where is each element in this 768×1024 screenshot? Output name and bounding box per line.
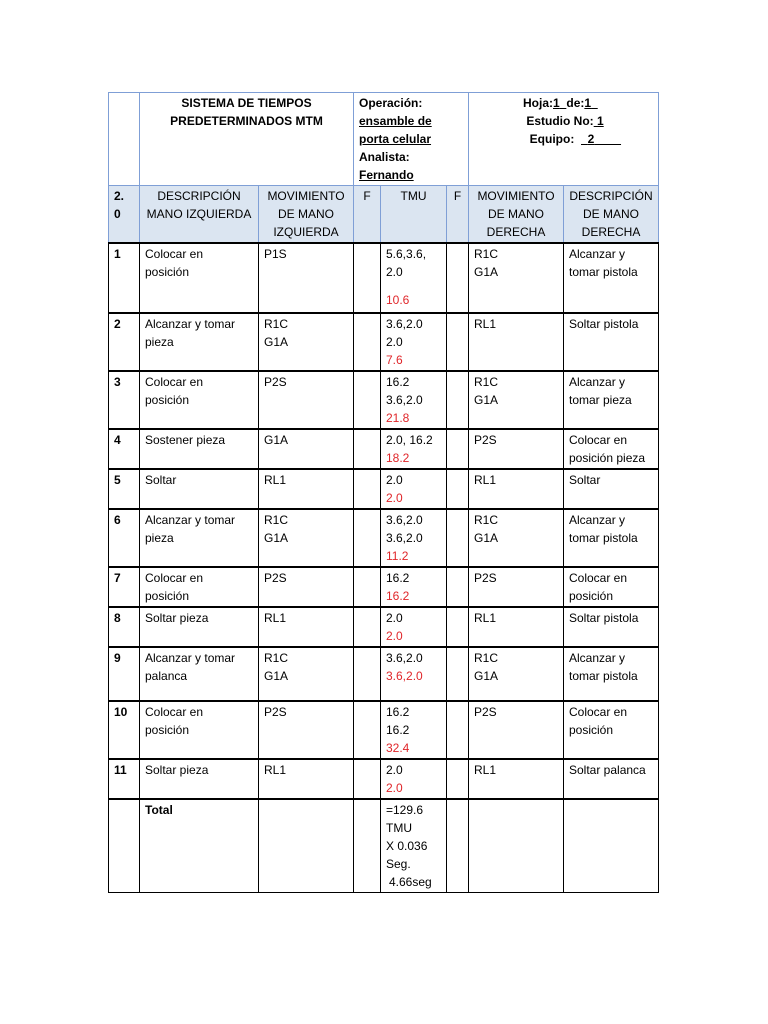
- tmu-subtotal: 16.2: [386, 589, 410, 603]
- tmu-values-line: 2.0: [386, 763, 403, 777]
- tmu-values: [381, 567, 447, 607]
- left-hand-movement-line: RL1: [264, 763, 287, 777]
- right-hand-movement-line: RL1: [474, 611, 497, 625]
- tmu-values: [381, 647, 447, 701]
- table-row: [109, 469, 659, 509]
- row-number: 8: [109, 607, 140, 647]
- left-hand-description-line: posición: [145, 265, 190, 279]
- right-hand-movement-line: RL1: [474, 473, 497, 487]
- right-hand-description-line: posición: [569, 723, 614, 737]
- row-number: 1: [109, 243, 140, 313]
- tmu-values-line: 5.6,3.6,: [386, 247, 427, 261]
- left-hand-description: [140, 567, 259, 607]
- title-line-2: PREDETERMINADOS MTM: [170, 114, 323, 128]
- tmu-values-line: 2.0: [386, 265, 403, 279]
- frequency-right: [447, 429, 469, 469]
- right-hand-movement-line: P2S: [474, 433, 497, 447]
- left-hand-movement: [259, 701, 354, 759]
- tmu-values: [381, 701, 447, 759]
- right-hand-description-line: Colocar en: [569, 433, 628, 447]
- col-header-left-movement: MOVIMIENTO DE MANO IZQUIERDA: [259, 186, 354, 244]
- study-number: Estudio No: 1: [526, 114, 604, 128]
- left-hand-movement: [259, 429, 354, 469]
- left-hand-movement-line: P1S: [264, 247, 287, 261]
- left-hand-description-line: Colocar en: [145, 247, 204, 261]
- frequency-right: [447, 509, 469, 567]
- tmu-subtotal: 32.4: [386, 741, 410, 755]
- row-number: 11: [109, 759, 140, 799]
- left-hand-description: [140, 429, 259, 469]
- equipment-number: Equipo: 2: [529, 132, 595, 146]
- left-hand-movement-line: G1A: [264, 433, 289, 447]
- right-hand-movement-line: R1C: [474, 651, 499, 665]
- table-row: [109, 607, 659, 647]
- row-number: 7: [109, 567, 140, 607]
- left-hand-movement: [259, 759, 354, 799]
- tmu-subtotal: 7.6: [386, 353, 403, 367]
- frequency-left: [354, 701, 381, 759]
- right-hand-movement-line: G1A: [474, 393, 499, 407]
- right-hand-movement: [469, 701, 564, 759]
- right-hand-movement-line: R1C: [474, 513, 499, 527]
- col-header-frequency-right: F: [447, 186, 469, 244]
- tmu-values: [381, 607, 447, 647]
- left-hand-description-line: palanca: [145, 669, 188, 683]
- total-label: Total: [140, 799, 259, 893]
- left-hand-description-line: Soltar pieza: [145, 611, 209, 625]
- left-hand-description-line: Colocar en: [145, 375, 204, 389]
- left-hand-movement-line: R1C: [264, 513, 289, 527]
- tmu-subtotal: 11.2: [386, 549, 409, 563]
- right-hand-movement: [469, 243, 564, 313]
- left-hand-description: [140, 759, 259, 799]
- tmu-values-line: 16.2: [386, 705, 410, 719]
- right-hand-movement: [469, 371, 564, 429]
- row-number: 3: [109, 371, 140, 429]
- tmu-subtotal: 2.0: [386, 629, 403, 643]
- left-hand-movement-line: G1A: [264, 531, 289, 545]
- right-hand-description-line: Colocar en: [569, 705, 628, 719]
- total-f-right-cell: [447, 799, 469, 893]
- left-hand-description-line: Alcanzar y tomar: [145, 651, 236, 665]
- right-hand-description-line: Soltar: [569, 473, 601, 487]
- left-hand-description-line: Colocar en: [145, 705, 204, 719]
- tmu-values: [381, 429, 447, 469]
- right-hand-movement: [469, 509, 564, 567]
- right-hand-description: [564, 469, 659, 509]
- tmu-subtotal: 21.8: [386, 411, 410, 425]
- right-hand-movement: [469, 607, 564, 647]
- table-row: [109, 243, 659, 313]
- col-header-tmu: TMU: [381, 186, 447, 244]
- total-number-cell: [109, 799, 140, 893]
- table-row: [109, 509, 659, 567]
- right-hand-movement-line: P2S: [474, 571, 497, 585]
- tmu-values-line: 2.0: [386, 611, 403, 625]
- row-number: 9: [109, 647, 140, 701]
- left-hand-movement: [259, 567, 354, 607]
- row-number: 10: [109, 701, 140, 759]
- right-hand-description-line: Soltar palanca: [569, 763, 646, 777]
- left-hand-description-line: Alcanzar y tomar: [145, 317, 236, 331]
- column-header-row: [109, 186, 659, 244]
- frequency-right: [447, 469, 469, 509]
- right-hand-movement-line: G1A: [474, 531, 499, 545]
- left-hand-movement: [259, 647, 354, 701]
- tmu-values-line: 3.6,2.0: [386, 651, 423, 665]
- sheet-title: [140, 93, 354, 186]
- table-row: [109, 371, 659, 429]
- right-hand-movement-line: RL1: [474, 763, 497, 777]
- row-number: 5: [109, 469, 140, 509]
- right-hand-movement-line: R1C: [474, 247, 499, 261]
- right-hand-description-line: posición pieza: [569, 451, 646, 465]
- left-hand-movement-line: P2S: [264, 571, 287, 585]
- tmu-values-line: 3.6,2.0: [386, 513, 423, 527]
- frequency-left: [354, 607, 381, 647]
- right-hand-description-line: tomar pistola: [569, 531, 638, 545]
- left-hand-movement-line: P2S: [264, 705, 287, 719]
- tmu-subtotal: 3.6,2.0: [386, 669, 423, 683]
- right-hand-movement: [469, 469, 564, 509]
- left-hand-movement-line: RL1: [264, 473, 287, 487]
- tmu-subtotal: 10.6: [386, 293, 410, 307]
- right-hand-description: [564, 243, 659, 313]
- total-seconds-label: Seg.: [386, 857, 411, 871]
- tmu-values: [381, 469, 447, 509]
- left-hand-movement-line: RL1: [264, 611, 287, 625]
- table-row: [109, 313, 659, 371]
- sheet-header-row: [109, 93, 659, 186]
- analyst-value: Fernando: [359, 168, 414, 182]
- right-hand-description-line: Colocar en: [569, 571, 628, 585]
- tmu-subtotal: 18.2: [386, 451, 410, 465]
- frequency-right: [447, 759, 469, 799]
- title-line-1: SISTEMA DE TIEMPOS: [181, 96, 312, 110]
- right-hand-description-line: Alcanzar y: [569, 513, 626, 527]
- total-seconds: 4.66seg: [389, 875, 432, 889]
- frequency-right: [447, 371, 469, 429]
- right-hand-description-line: tomar pistola: [569, 669, 638, 683]
- operation-label: Operación:: [359, 96, 423, 110]
- right-hand-description-line: Alcanzar y: [569, 651, 626, 665]
- frequency-left: [354, 509, 381, 567]
- left-hand-description: [140, 607, 259, 647]
- total-tmu-cell: [381, 799, 447, 893]
- col-header-right-movement: MOVIMIENTO DE MANO DERECHA: [469, 186, 564, 244]
- col-header-right-description: DESCRIPCIÓN DE MANO DERECHA: [564, 186, 659, 244]
- tmu-subtotal: 2.0: [386, 491, 403, 505]
- tmu-values-line: 3.6,2.0: [386, 317, 423, 331]
- right-hand-movement: [469, 313, 564, 371]
- frequency-left: [354, 243, 381, 313]
- left-hand-description-line: Alcanzar y tomar: [145, 513, 236, 527]
- tmu-values: [381, 509, 447, 567]
- operation-value-2: porta celular: [359, 132, 432, 146]
- left-hand-description-line: Colocar en: [145, 571, 204, 585]
- tmu-values-line: 16.2: [386, 571, 410, 585]
- table-body: [109, 243, 659, 799]
- frequency-left: [354, 371, 381, 429]
- col-header-left-description: DESCRIPCIÓN MANO IZQUIERDA: [140, 186, 259, 244]
- left-hand-description-line: Soltar: [145, 473, 177, 487]
- right-hand-movement-line: G1A: [474, 265, 499, 279]
- right-hand-description-line: Soltar pistola: [569, 317, 639, 331]
- left-hand-description-line: pieza: [145, 531, 174, 545]
- right-hand-movement-line: G1A: [474, 669, 499, 683]
- frequency-right: [447, 567, 469, 607]
- operation-info: [354, 93, 469, 186]
- row-number: 6: [109, 509, 140, 567]
- right-hand-description-line: tomar pistola: [569, 265, 638, 279]
- right-hand-description: [564, 759, 659, 799]
- frequency-right: [447, 313, 469, 371]
- left-hand-movement: [259, 469, 354, 509]
- header-blank-cell: [109, 93, 140, 186]
- left-hand-description: [140, 313, 259, 371]
- frequency-right: [447, 607, 469, 647]
- tmu-values: [381, 243, 447, 313]
- right-hand-description-line: Soltar pistola: [569, 611, 639, 625]
- right-hand-description-line: Alcanzar y: [569, 375, 626, 389]
- right-hand-description-line: Alcanzar y: [569, 247, 626, 261]
- frequency-right: [447, 243, 469, 313]
- left-hand-description: [140, 243, 259, 313]
- tmu-values-line: 2.0: [386, 473, 403, 487]
- table-row: [109, 567, 659, 607]
- col-header-frequency-left: F: [354, 186, 381, 244]
- sheet-page-info: Hoja:1 de:1: [523, 96, 592, 110]
- right-hand-description-line: posición: [569, 589, 614, 603]
- left-hand-movement-line: G1A: [264, 669, 289, 683]
- frequency-left: [354, 647, 381, 701]
- total-tmu-unit: TMU: [386, 821, 412, 835]
- tmu-values: [381, 759, 447, 799]
- total-right-movement-cell: [469, 799, 564, 893]
- right-hand-description: [564, 371, 659, 429]
- mtm-table: [108, 92, 659, 893]
- tmu-values-line: 16.2: [386, 375, 410, 389]
- right-hand-movement: [469, 429, 564, 469]
- total-row: [109, 799, 659, 893]
- right-hand-description: [564, 567, 659, 607]
- left-hand-movement: [259, 313, 354, 371]
- right-hand-movement-line: P2S: [474, 705, 497, 719]
- total-right-description-cell: [564, 799, 659, 893]
- table-row: [109, 701, 659, 759]
- left-hand-description-line: posición: [145, 589, 190, 603]
- frequency-left: [354, 469, 381, 509]
- row-number: 2: [109, 313, 140, 371]
- right-hand-description: [564, 647, 659, 701]
- frequency-left: [354, 759, 381, 799]
- left-hand-movement-line: R1C: [264, 317, 289, 331]
- right-hand-description-line: tomar pieza: [569, 393, 632, 407]
- left-hand-description-line: pieza: [145, 335, 174, 349]
- row-number: 4: [109, 429, 140, 469]
- frequency-right: [447, 647, 469, 701]
- left-hand-description: [140, 647, 259, 701]
- analyst-label: Analista:: [359, 150, 410, 164]
- frequency-left: [354, 429, 381, 469]
- left-hand-movement: [259, 243, 354, 313]
- tmu-subtotal: 2.0: [386, 781, 403, 795]
- sheet-meta: [469, 93, 659, 186]
- left-hand-description: [140, 371, 259, 429]
- col-header-number: 2. 0: [109, 186, 140, 244]
- left-hand-description-line: Soltar pieza: [145, 763, 209, 777]
- left-hand-description: [140, 509, 259, 567]
- left-hand-movement-line: R1C: [264, 651, 289, 665]
- left-hand-description: [140, 469, 259, 509]
- left-hand-movement: [259, 509, 354, 567]
- table-row: [109, 647, 659, 701]
- right-hand-description: [564, 701, 659, 759]
- left-hand-description-line: posición: [145, 393, 190, 407]
- frequency-left: [354, 567, 381, 607]
- tmu-values-line: 16.2: [386, 723, 410, 737]
- total-f-left-cell: [354, 799, 381, 893]
- left-hand-description-line: posición: [145, 723, 190, 737]
- total-tmu-sum: =129.6: [386, 803, 424, 817]
- right-hand-movement: [469, 759, 564, 799]
- right-hand-description: [564, 313, 659, 371]
- left-hand-movement-line: G1A: [264, 335, 289, 349]
- tmu-values: [381, 313, 447, 371]
- total-conversion-factor: X 0.036: [386, 839, 428, 853]
- tmu-values-line: 3.6,2.0: [386, 531, 423, 545]
- mtm-study-sheet: [108, 92, 659, 893]
- right-hand-description: [564, 509, 659, 567]
- right-hand-description: [564, 429, 659, 469]
- table-row: [109, 429, 659, 469]
- right-hand-movement-line: RL1: [474, 317, 497, 331]
- tmu-values-line: 2.0: [386, 335, 403, 349]
- frequency-left: [354, 313, 381, 371]
- frequency-right: [447, 701, 469, 759]
- tmu-values-line: 3.6,2.0: [386, 393, 423, 407]
- left-hand-movement-line: P2S: [264, 375, 287, 389]
- right-hand-movement: [469, 567, 564, 607]
- right-hand-movement: [469, 647, 564, 701]
- total-left-movement-cell: [259, 799, 354, 893]
- right-hand-movement-line: R1C: [474, 375, 499, 389]
- left-hand-description-line: Sostener pieza: [145, 433, 226, 447]
- left-hand-movement: [259, 371, 354, 429]
- tmu-values-line: 2.0, 16.2: [386, 433, 433, 447]
- left-hand-description: [140, 701, 259, 759]
- right-hand-description: [564, 607, 659, 647]
- left-hand-movement: [259, 607, 354, 647]
- tmu-values: [381, 371, 447, 429]
- operation-value-1: ensamble de: [359, 114, 432, 128]
- table-row: [109, 759, 659, 799]
